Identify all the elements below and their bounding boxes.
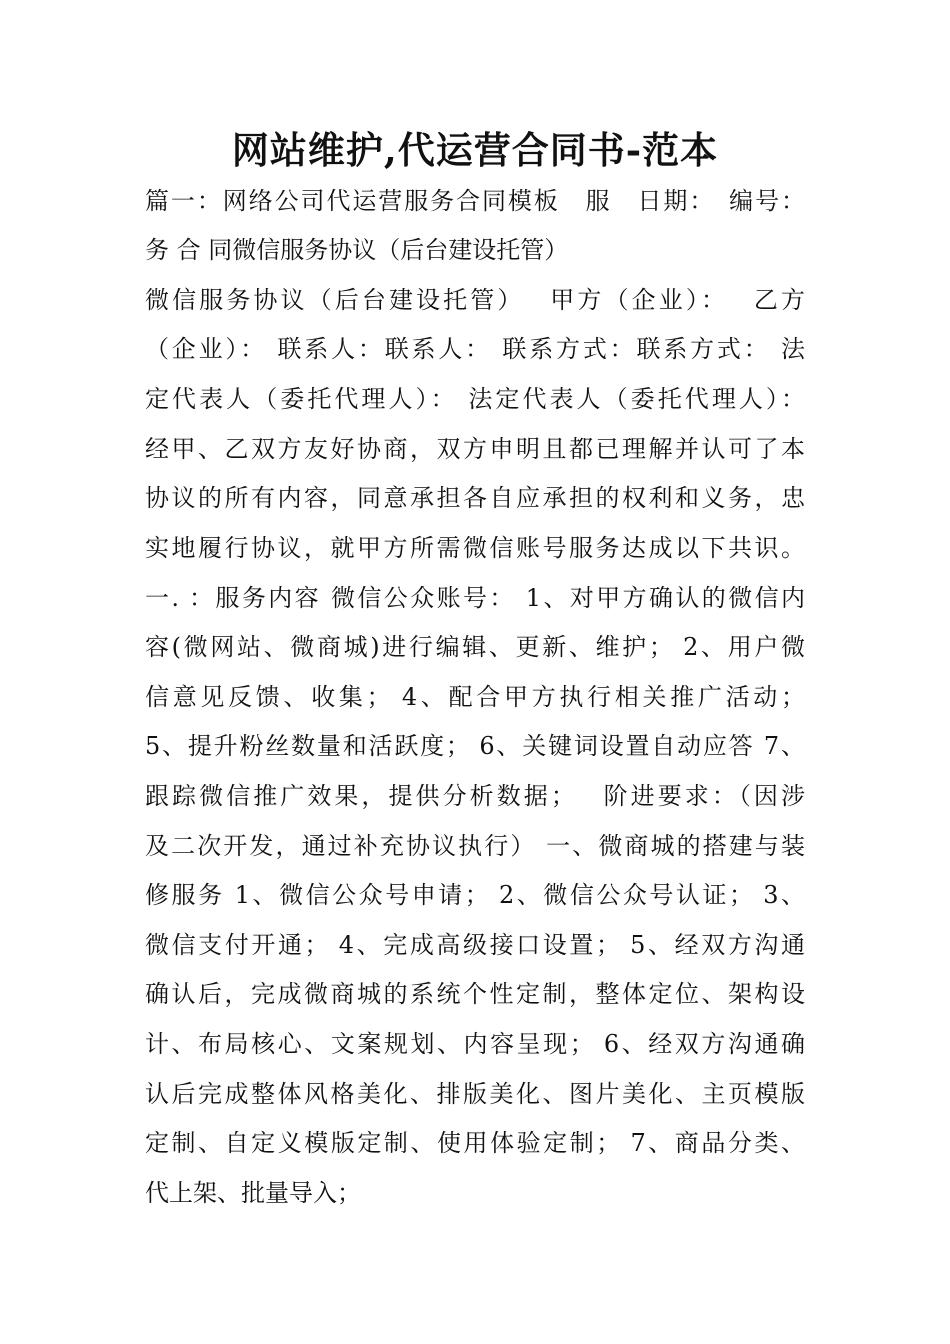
text-line: 经甲、乙双方友好协商，双方申明且都已理解并认可了本 [145,435,805,463]
text-line: 5、提升粉丝数量和活跃度； 6、关键词设置自动应答 7、 [145,732,805,760]
text-line: 定代表人（委托代理人）： 法定代表人（委托代理人）： [145,385,805,413]
text-line: 实地履行协议，就甲方所需微信账号服务达成以下共识。 [145,534,805,562]
text-line: 微信支付开通； 4、完成高级接口设置； 5、经双方沟通 [145,931,805,959]
text-line: 确认后，完成微商城的系统个性定制，整体定位、架构设 [145,980,805,1008]
text-line: 定制、自定义模版定制、使用体验定制； 7、商品分类、 [145,1129,805,1157]
text-line: （企业）： 联系人：联系人： 联系方式：联系方式： 法 [145,335,805,363]
text-line: 跟踪微信推广效果，提供分析数据； 阶进要求：（因涉 [145,782,805,810]
text-line: 容(微网站、微商城)进行编辑、更新、维护； 2、用户微 [145,633,805,661]
text-line: 代上架、批量导入； [145,1179,361,1207]
text-line: 及二次开发，通过补充协议执行） 一、微商城的搭建与装 [145,832,805,860]
text-line: 一. ：服务内容 微信公众账号： 1、对甲方确认的微信内 [145,584,805,612]
text-line: 篇一：网络公司代运营服务合同模板 服 日期： 编号： [145,187,805,215]
document-title: 网站维护,代运营合同书-范本 [231,128,719,172]
text-line: 微信服务协议（后台建设托管） 甲方（企业）： 乙方 [145,286,805,314]
text-line: 认后完成整体风格美化、排版美化、图片美化、主页模版 [145,1080,805,1108]
text-line: 协议的所有内容，同意承担各自应承担的权利和义务，忠 [145,484,805,512]
text-line: 计、布局核心、文案规划、内容呈现； 6、经双方沟通确 [145,1030,805,1058]
text-line: 修服务 1、微信公众号申请； 2、微信公众号认证； 3、 [145,881,805,909]
text-line: 信意见反馈、收集； 4、配合甲方执行相关推广活动； [145,683,805,711]
text-line: 务 合 同微信服务协议（后台建设托管） [145,236,569,264]
